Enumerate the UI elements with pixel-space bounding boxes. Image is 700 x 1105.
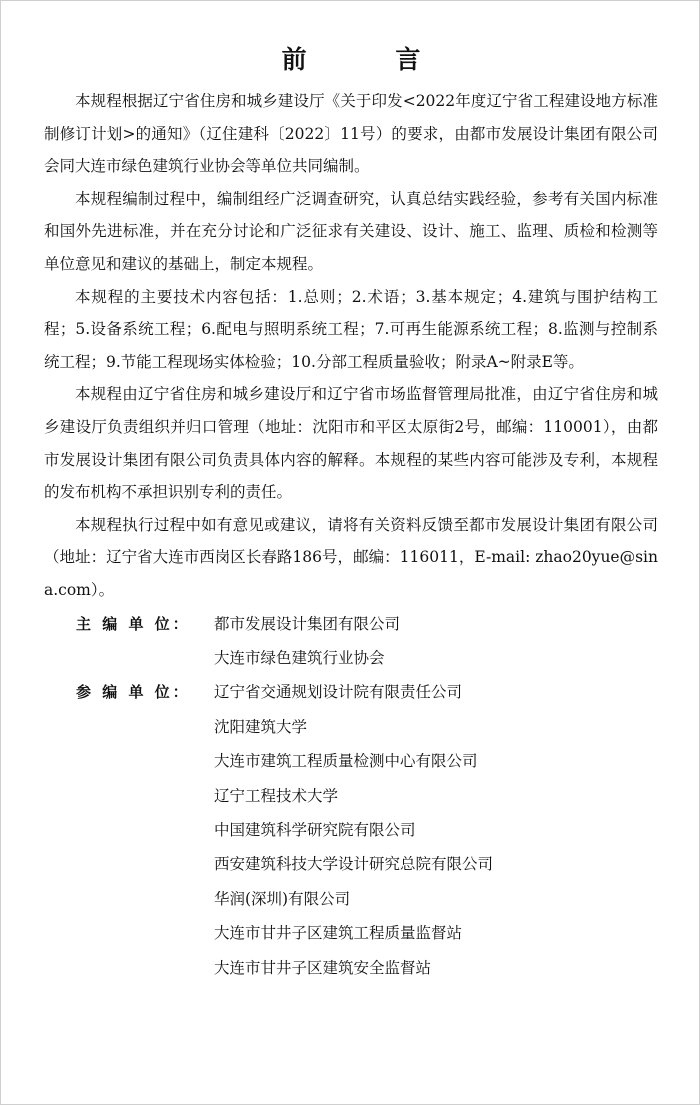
list-item: 大连市绿色建筑行业协会 (214, 648, 385, 667)
participating-units (44, 675, 658, 985)
paragraph-contents: 本规程的主要技术内容包括：1.总则；2.术语；3.基本规定；4.建筑与围护结构工程；5.设备系统工程；6.配电与照明系统工程；7.可再生能源系统工程；8.监测与控制系统工程；9.节能工程现场实体检验；10.分部工程质量验收；附录A~附录E等。 (44, 287, 658, 371)
document-body (44, 40, 658, 985)
participating-units-label: 参 编 单 位： (76, 683, 191, 702)
units-section (44, 607, 658, 985)
list-item: 沈阳建筑大学 (214, 717, 308, 736)
list-item: 大连市建筑工程质量检测中心有限公司 (214, 752, 478, 771)
paragraph-management: 本规程由辽宁省住房和城乡建设厅和辽宁省市场监督管理局批准，由辽宁省住房和城乡建设厅负责组织并归口管理（地址：沈阳市和平区太原街2号，邮编：110001），由都市发展设计集团有限公司负责具体内容的解释。本规程的某些内容可能涉及专利，本规程的发布机构不承担识别专利的责任。 (44, 385, 658, 502)
list-item: 大连市甘井子区建筑工程质量监督站 (214, 924, 463, 943)
chief-units-label: 主 编 单 位： (76, 614, 191, 633)
list-item: 西安建筑科技大学设计研究总院有限公司 (214, 855, 494, 874)
list-item: 大连市甘井子区建筑安全监督站 (214, 958, 432, 977)
page-title: 前 言 (281, 45, 461, 74)
list-item: 辽宁工程技术大学 (214, 786, 339, 805)
list-item: 都市发展设计集团有限公司 (214, 614, 401, 633)
list-item: 中国建筑科学研究院有限公司 (214, 820, 416, 839)
participating-units-list (214, 675, 658, 985)
list-item: 华润(深圳)有限公司 (214, 889, 351, 908)
paragraph-basis: 本规程根据辽宁省住房和城乡建设厅《关于印发<2022年度辽宁省工程建设地方标准制修订计划>的通知》（辽住建科〔2022〕11号）的要求，由都市发展设计集团有限公司会同大连市绿色建筑行业协会等单位共同编制。 (44, 92, 658, 176)
paragraph-process: 本规程编制过程中，编制组经广泛调查研究，认真总结实践经验，参考有关国内标准和国外先进标准，并在充分讨论和广泛征求有关建设、设计、施工、监理、质检和检测等单位意见和建议的基础上，制定本规程。 (44, 189, 658, 273)
chief-units-list (214, 607, 658, 676)
chief-units (44, 607, 658, 676)
paragraph-feedback: 本规程执行过程中如有意见或建议，请将有关资料反馈至都市发展设计集团有限公司（地址：辽宁省大连市西岗区长春路186号，邮编：116011，E-mail: zhao20yue@sina.com）。 (44, 515, 658, 599)
list-item: 辽宁省交通规划设计院有限责任公司 (214, 683, 463, 702)
